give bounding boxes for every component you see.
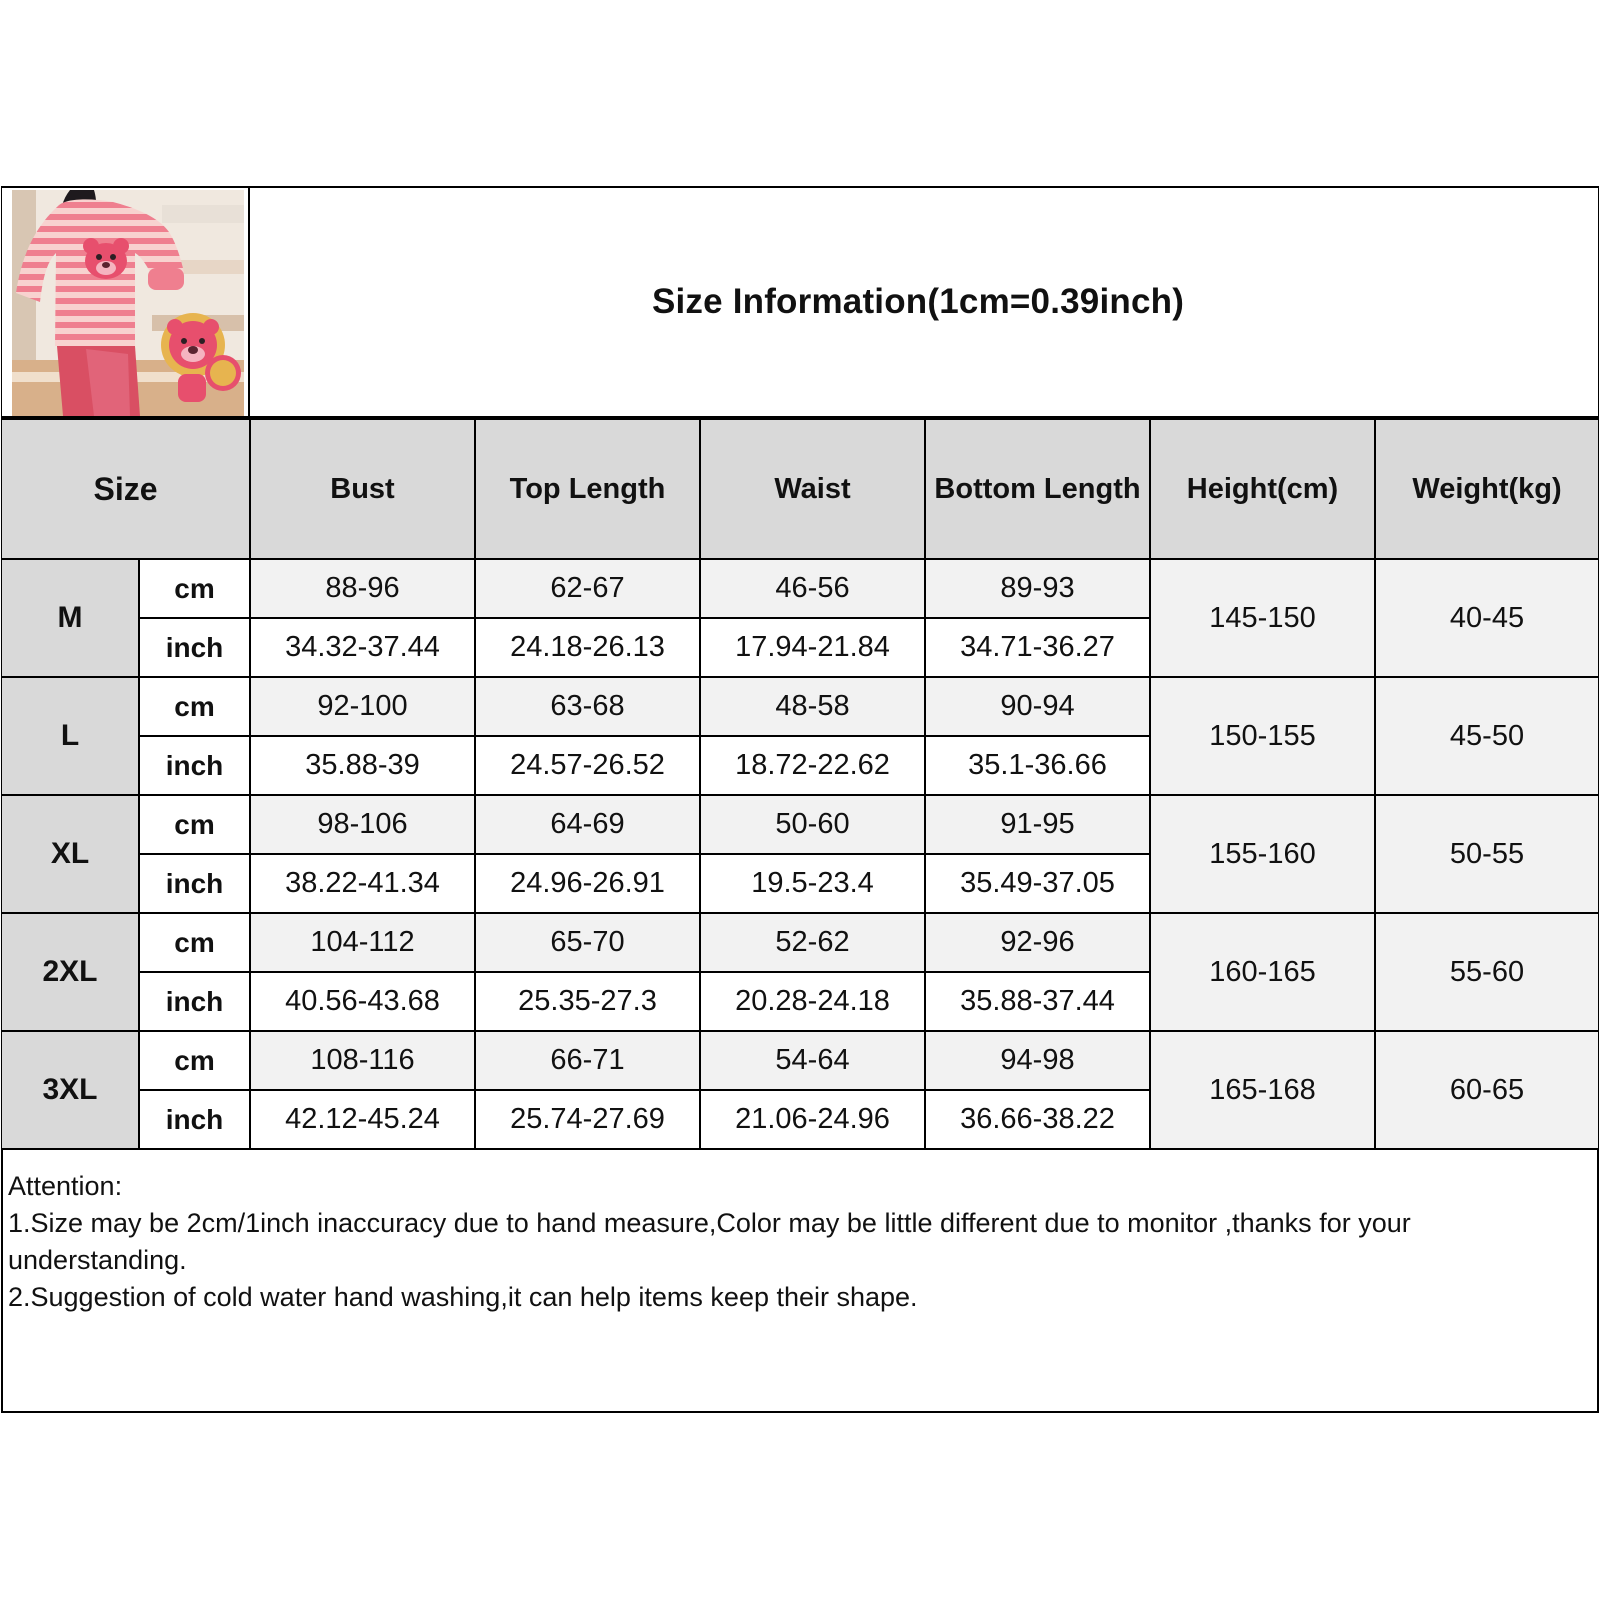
weight-cell: 45-50 (1375, 677, 1598, 795)
product-photo (2, 188, 250, 418)
weight-cell: 55-60 (1375, 913, 1598, 1031)
table-row (2, 913, 1598, 972)
bust-cm-cell: 92-100 (250, 677, 475, 736)
column-header-waist: Waist (700, 419, 925, 559)
weight-cell: 60-65 (1375, 1031, 1598, 1149)
bust-inch-cell: 42.12-45.24 (250, 1090, 475, 1149)
top-length-inch-cell: 25.35-27.3 (475, 972, 700, 1031)
product-photo-illustration (12, 190, 244, 416)
weight-cell: 40-45 (1375, 559, 1598, 677)
waist-cm-cell: 52-62 (700, 913, 925, 972)
size-label: L (2, 677, 139, 795)
waist-cm-cell: 48-58 (700, 677, 925, 736)
unit-label-inch: inch (139, 736, 250, 795)
table-row (2, 559, 1598, 618)
column-header-size: Size (2, 419, 250, 559)
attention-heading: Attention: (8, 1171, 123, 1201)
waist-cm-cell: 50-60 (700, 795, 925, 854)
unit-label-inch: inch (139, 972, 250, 1031)
bottom-length-cm-cell: 91-95 (925, 795, 1150, 854)
height-cell: 165-168 (1150, 1031, 1375, 1149)
waist-inch-cell: 21.06-24.96 (700, 1090, 925, 1149)
unit-label-cm: cm (139, 677, 250, 736)
table-row (2, 677, 1598, 736)
attention-note-1: 1.Size may be 2cm/1inch inaccuracy due to hand measure,Color may be little different due to monitor ,thanks for your understanding. (8, 1208, 1411, 1275)
bottom-length-inch-cell: 34.71-36.27 (925, 618, 1150, 677)
bust-inch-cell: 40.56-43.68 (250, 972, 475, 1031)
table-row (2, 795, 1598, 854)
top-length-inch-cell: 25.74-27.69 (475, 1090, 700, 1149)
attention-notes (8, 1168, 1578, 1316)
size-label: 3XL (2, 1031, 139, 1149)
bust-cm-cell: 104-112 (250, 913, 475, 972)
unit-label-cm: cm (139, 795, 250, 854)
top-length-cm-cell: 66-71 (475, 1031, 700, 1090)
bust-inch-cell: 34.32-37.44 (250, 618, 475, 677)
column-header-bottom-length: Bottom Length (925, 419, 1150, 559)
unit-label-cm: cm (139, 559, 250, 618)
bust-cm-cell: 98-106 (250, 795, 475, 854)
attention-note-2: 2.Suggestion of cold water hand washing,it can help items keep their shape. (8, 1282, 918, 1312)
waist-inch-cell: 19.5-23.4 (700, 854, 925, 913)
top-length-cm-cell: 64-69 (475, 795, 700, 854)
waist-inch-cell: 17.94-21.84 (700, 618, 925, 677)
height-cell: 145-150 (1150, 559, 1375, 677)
column-header-top-length: Top Length (475, 419, 700, 559)
bottom-length-inch-cell: 35.1-36.66 (925, 736, 1150, 795)
size-table (2, 418, 1598, 1150)
waist-cm-cell: 54-64 (700, 1031, 925, 1090)
height-cell: 160-165 (1150, 913, 1375, 1031)
top-length-inch-cell: 24.57-26.52 (475, 736, 700, 795)
table-row (2, 1031, 1598, 1090)
size-label: XL (2, 795, 139, 913)
column-header-weight: Weight(kg) (1375, 419, 1598, 559)
height-cell: 155-160 (1150, 795, 1375, 913)
top-length-cm-cell: 62-67 (475, 559, 700, 618)
weight-cell: 50-55 (1375, 795, 1598, 913)
bust-cm-cell: 108-116 (250, 1031, 475, 1090)
top-length-inch-cell: 24.18-26.13 (475, 618, 700, 677)
bottom-length-cm-cell: 89-93 (925, 559, 1150, 618)
top-length-cm-cell: 63-68 (475, 677, 700, 736)
bust-inch-cell: 38.22-41.34 (250, 854, 475, 913)
unit-label-inch: inch (139, 854, 250, 913)
top-length-cm-cell: 65-70 (475, 913, 700, 972)
unit-label-cm: cm (139, 913, 250, 972)
bust-inch-cell: 35.88-39 (250, 736, 475, 795)
column-header-bust: Bust (250, 419, 475, 559)
bust-cm-cell: 88-96 (250, 559, 475, 618)
waist-inch-cell: 20.28-24.18 (700, 972, 925, 1031)
waist-inch-cell: 18.72-22.62 (700, 736, 925, 795)
bottom-length-cm-cell: 92-96 (925, 913, 1150, 972)
bottom-length-inch-cell: 35.49-37.05 (925, 854, 1150, 913)
unit-label-inch: inch (139, 1090, 250, 1149)
height-cell: 150-155 (1150, 677, 1375, 795)
unit-label-cm: cm (139, 1031, 250, 1090)
bottom-length-inch-cell: 36.66-38.22 (925, 1090, 1150, 1149)
unit-label-inch: inch (139, 618, 250, 677)
page-title: Size Information(1cm=0.39inch) (651, 282, 1185, 321)
top-length-inch-cell: 24.96-26.91 (475, 854, 700, 913)
bottom-length-inch-cell: 35.88-37.44 (925, 972, 1150, 1031)
title-cell (250, 188, 1598, 418)
size-label: 2XL (2, 913, 139, 1031)
table-header-row (2, 419, 1598, 559)
bottom-length-cm-cell: 90-94 (925, 677, 1150, 736)
bottom-length-cm-cell: 94-98 (925, 1031, 1150, 1090)
column-header-height: Height(cm) (1150, 419, 1375, 559)
waist-cm-cell: 46-56 (700, 559, 925, 618)
size-label: M (2, 559, 139, 677)
